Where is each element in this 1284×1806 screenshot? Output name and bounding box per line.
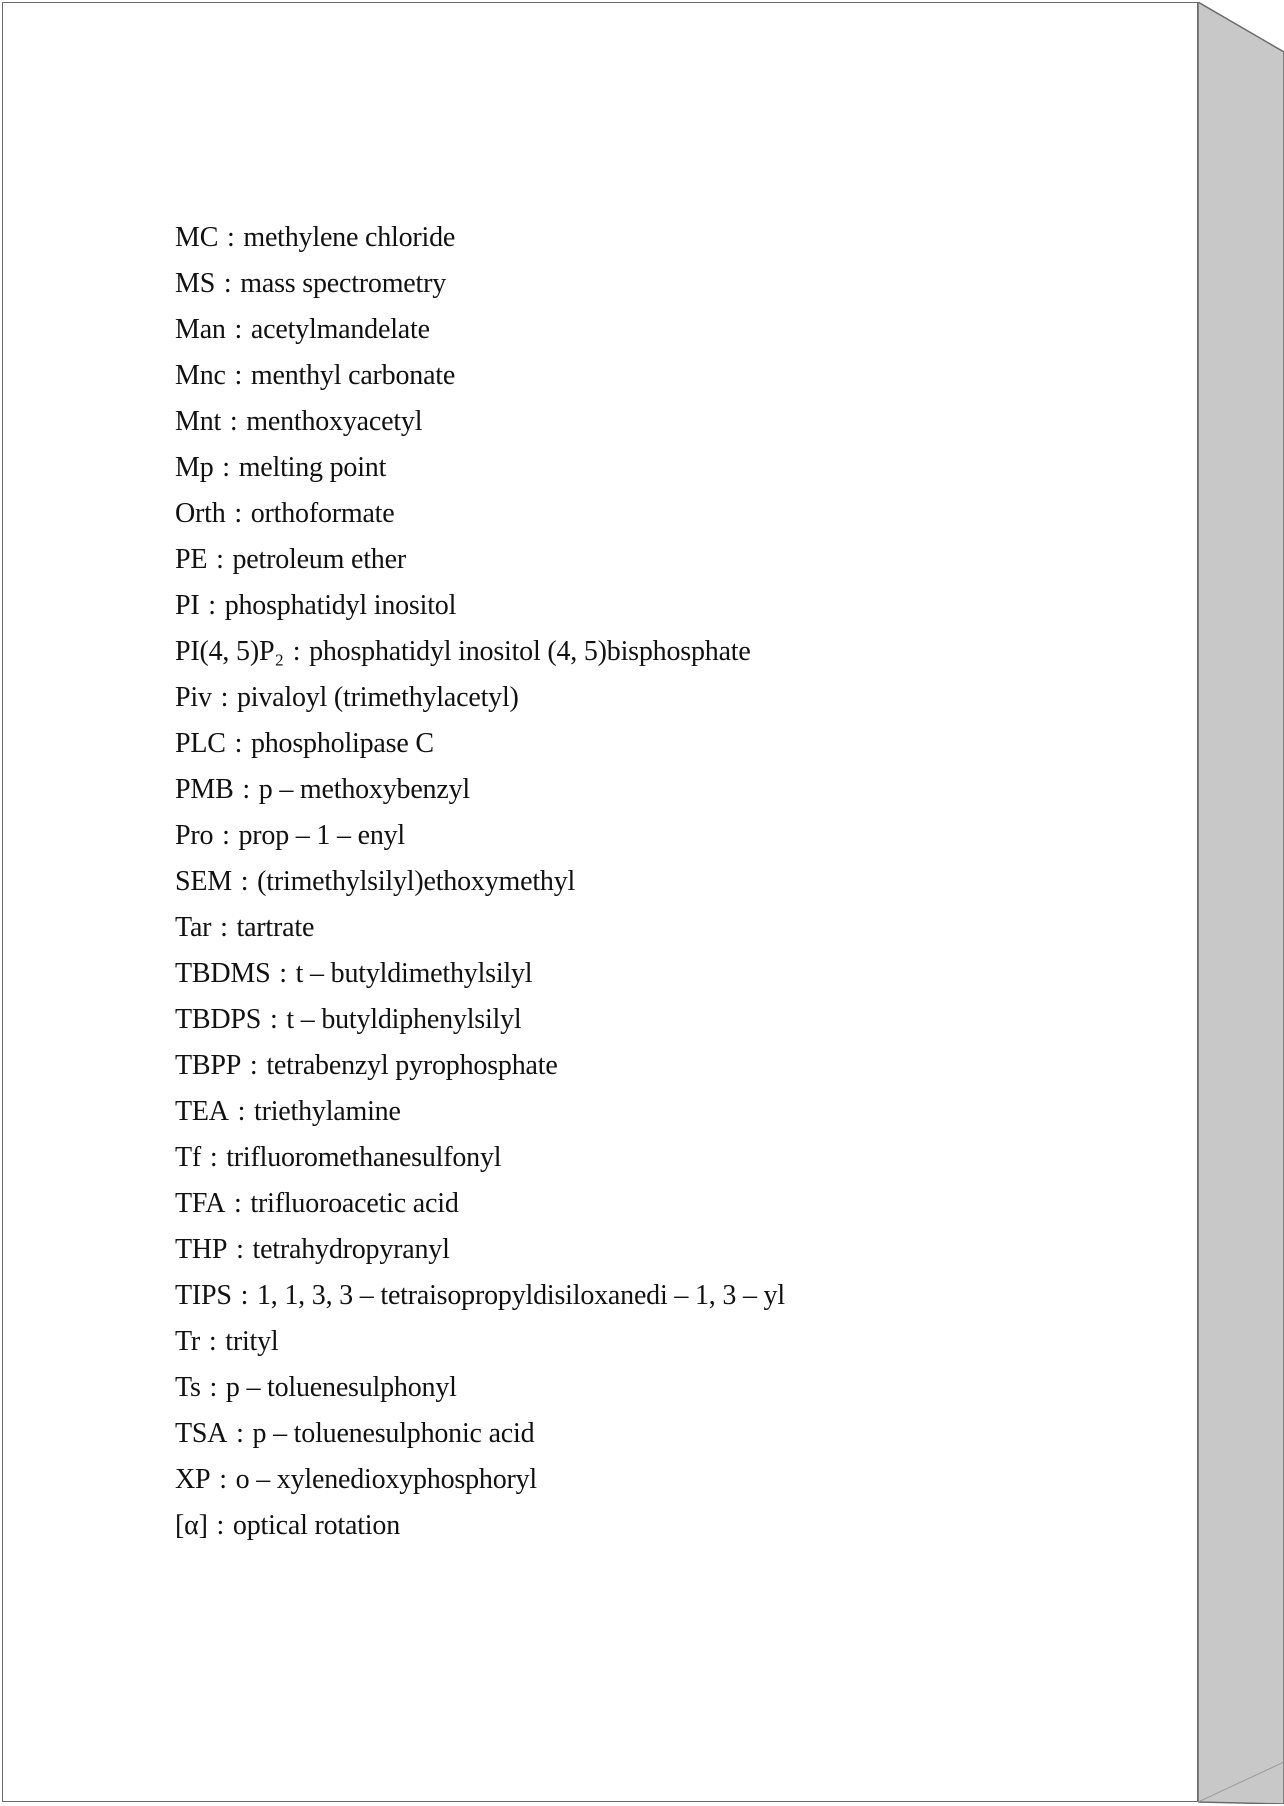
abbreviation-definition: methylene chloride — [243, 222, 456, 253]
abbreviation-entry — [175, 1181, 785, 1227]
separator-colon: : — [217, 268, 239, 299]
abbreviation-term: Piv — [175, 682, 212, 713]
abbreviation-term: MC — [175, 222, 219, 253]
abbreviation-term: Tar — [175, 912, 212, 943]
abbreviation-definition: t – butyldiphenylsilyl — [286, 1004, 522, 1035]
abbreviation-entry — [175, 1273, 785, 1319]
abbreviation-definition: t – butyldimethylsilyl — [295, 958, 533, 989]
abbreviation-term: Orth — [175, 498, 226, 529]
abbreviation-definition: trifluoromethanesulfonyl — [226, 1142, 502, 1173]
abbreviation-entry — [175, 905, 785, 951]
abbreviation-term: PI — [175, 590, 200, 621]
abbreviation-entry — [175, 1043, 785, 1089]
separator-colon: : — [227, 314, 249, 345]
separator-colon: : — [212, 1464, 234, 1495]
abbreviation-definition: optical rotation — [232, 1510, 400, 1541]
separator-colon: : — [227, 728, 249, 759]
separator-colon: : — [220, 222, 242, 253]
abbreviation-definition: p – methoxybenzyl — [258, 774, 470, 805]
abbreviation-entry — [175, 675, 785, 721]
abbreviation-term: TBDPS — [175, 1004, 262, 1035]
abbreviation-definition: prop – 1 – enyl — [238, 820, 406, 851]
separator-colon: : — [201, 590, 223, 621]
abbreviation-term: TFA — [175, 1188, 226, 1219]
abbreviation-term: TSA — [175, 1418, 228, 1449]
abbreviation-term: PI(4, 5)P₂ — [175, 636, 284, 667]
abbreviation-definition: trityl — [225, 1326, 279, 1357]
abbreviation-term: [α] — [175, 1510, 208, 1541]
abbreviation-entry — [175, 353, 785, 399]
abbreviation-term: XP — [175, 1464, 211, 1495]
separator-colon: : — [233, 866, 256, 897]
abbreviation-term: Tf — [175, 1142, 202, 1173]
separator-colon: : — [202, 1326, 224, 1357]
abbreviation-term: Ts — [175, 1372, 201, 1403]
separator-colon: : — [233, 1280, 255, 1311]
abbreviation-entry — [175, 491, 785, 537]
separator-colon: : — [229, 1234, 251, 1265]
abbreviation-term: PE — [175, 544, 208, 575]
abbreviation-entry — [175, 1089, 785, 1135]
document-page — [2, 2, 1198, 1802]
abbreviation-definition: (trimethylsilyl)ethoxymethyl — [257, 866, 576, 897]
abbreviation-entry — [175, 261, 785, 307]
separator-colon: : — [203, 1142, 225, 1173]
abbreviation-definition: orthoformate — [250, 498, 395, 529]
abbreviation-term: Pro — [175, 820, 214, 851]
separator-colon: : — [272, 958, 294, 989]
separator-colon: : — [213, 682, 235, 713]
abbreviation-entry — [175, 215, 785, 261]
abbreviation-entry — [175, 1411, 785, 1457]
abbreviation-definition: mass spectrometry — [240, 268, 447, 299]
separator-colon: : — [263, 1004, 285, 1035]
separator-colon: : — [209, 1510, 231, 1541]
abbreviation-term: SEM — [175, 866, 232, 897]
abbreviation-list — [175, 215, 785, 1549]
abbreviation-definition: tetrahydropyranyl — [252, 1234, 450, 1265]
abbreviation-entry — [175, 445, 785, 491]
abbreviation-term: TBDMS — [175, 958, 271, 989]
abbreviation-definition: o – xylenedioxyphosphoryl — [235, 1464, 538, 1495]
abbreviation-definition: tartrate — [236, 912, 315, 943]
abbreviation-term: TBPP — [175, 1050, 242, 1081]
separator-colon: : — [215, 452, 237, 483]
abbreviation-definition: petroleum ether — [232, 544, 406, 575]
abbreviation-term: TEA — [175, 1096, 229, 1127]
abbreviation-entry — [175, 1503, 785, 1549]
abbreviation-definition: 1, 1, 3, 3 – tetraisopropyldisiloxanedi – 1, 3 – yl — [256, 1280, 785, 1311]
abbreviation-entry — [175, 1319, 785, 1365]
abbreviation-term: Mp — [175, 452, 214, 483]
abbreviation-definition: phosphatidyl inositol — [224, 590, 457, 621]
abbreviation-definition: melting point — [238, 452, 387, 483]
abbreviation-term: TIPS — [175, 1280, 232, 1311]
abbreviation-term: PMB — [175, 774, 234, 805]
abbreviation-definition: p – toluenesulphonyl — [225, 1372, 457, 1403]
abbreviation-entry — [175, 767, 785, 813]
abbreviation-entry — [175, 629, 785, 675]
separator-colon: : — [209, 544, 231, 575]
separator-colon: : — [213, 912, 235, 943]
abbreviation-entry — [175, 1457, 785, 1503]
abbreviation-definition: tetrabenzyl pyrophosphate — [266, 1050, 558, 1081]
abbreviation-entry — [175, 813, 785, 859]
abbreviation-definition: acetylmandelate — [250, 314, 430, 345]
abbreviation-term: Mnc — [175, 360, 226, 391]
abbreviation-entry — [175, 951, 785, 997]
abbreviation-definition: triethylamine — [254, 1096, 401, 1127]
abbreviation-entry — [175, 583, 785, 629]
abbreviation-definition: pivaloyl (trimethylacetyl) — [236, 682, 519, 713]
abbreviation-definition: phosphatidyl inositol (4, 5)bisphosphate — [309, 636, 751, 667]
abbreviation-definition: menthoxyacetyl — [246, 406, 423, 437]
abbreviation-term: THP — [175, 1234, 228, 1265]
separator-colon: : — [243, 1050, 265, 1081]
abbreviation-definition: p – toluenesulphonic acid — [252, 1418, 535, 1449]
abbreviation-definition: menthyl carbonate — [250, 360, 456, 391]
separator-colon: : — [285, 636, 308, 667]
abbreviation-term: Mnt — [175, 406, 222, 437]
separator-colon: : — [227, 360, 249, 391]
separator-colon: : — [229, 1418, 251, 1449]
abbreviation-entry — [175, 307, 785, 353]
separator-colon: : — [215, 820, 237, 851]
abbreviation-term: Man — [175, 314, 226, 345]
separator-colon: : — [227, 1188, 249, 1219]
abbreviation-entry — [175, 1365, 785, 1411]
separator-colon: : — [235, 774, 257, 805]
abbreviation-entry — [175, 859, 785, 905]
abbreviation-definition: phospholipase C — [250, 728, 434, 759]
separator-colon: : — [230, 1096, 253, 1127]
abbreviation-entry — [175, 1135, 785, 1181]
separator-colon: : — [227, 498, 249, 529]
abbreviation-entry — [175, 399, 785, 445]
abbreviation-term: Tr — [175, 1326, 201, 1357]
abbreviation-definition: trifluoroacetic acid — [250, 1188, 459, 1219]
separator-colon: : — [202, 1372, 224, 1403]
abbreviation-entry — [175, 537, 785, 583]
abbreviation-term: MS — [175, 268, 216, 299]
abbreviation-term: PLC — [175, 728, 226, 759]
page-stack-edge — [1198, 2, 1284, 1804]
abbreviation-entry — [175, 1227, 785, 1273]
abbreviation-entry — [175, 721, 785, 767]
abbreviation-entry — [175, 997, 785, 1043]
separator-colon: : — [223, 406, 245, 437]
